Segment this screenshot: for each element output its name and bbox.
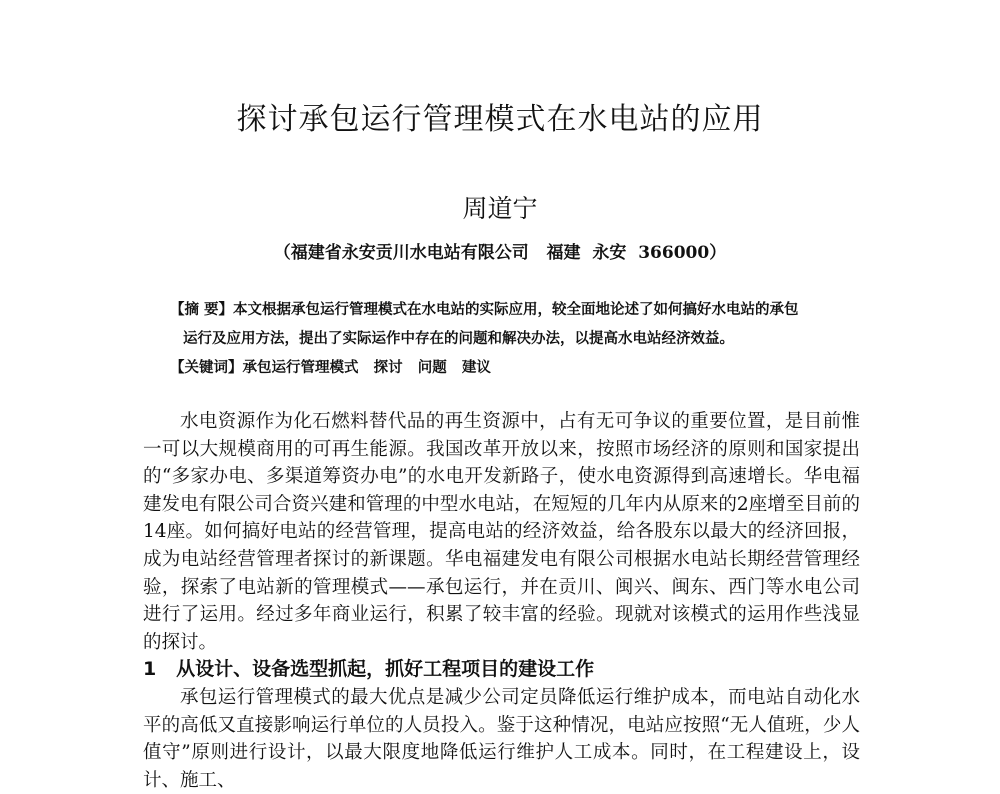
author-name: 周道宁: [462, 194, 538, 223]
abstract-line-2: 运行及应用方法，提出了实际运作中存在的问题和解决办法，以提高水电站经济效益。: [183, 330, 734, 347]
abstract-block: [170, 295, 880, 382]
section-1-paragraph: 承包运行管理模式的最大优点是减少公司定员降低运行维护成本，而电站自动化水平的高低又直接影响运行单位的人员投入。鉴于这种情况，电站应按照“无人值班，少人值守”原则进行设计，以最大限度地降低运行维护人工成本。同时，在工程建设上，设计、施工、: [143, 686, 860, 791]
abstract-line-1: 【摘 要】本文根据承包运行管理模式在水电站的实际应用，较全面地论述了如何搞好水电站的承包: [170, 301, 799, 318]
paper-title: 探讨承包运行管理模式在水电站的应用: [236, 102, 764, 137]
intro-paragraph: 水电资源作为化石燃料替代品的再生资源中，占有无可争议的重要位置，是目前惟一可以大规模商用的可再生能源。我国改革开放以来，按照市场经济的原则和国家提出的“多家办电、多渠道筹资办电”的水电开发新路子，使水电资源得到高速增长。华电福建发电有限公司合资兴建和管理的中型水电站，在短短的几年内从原来的2座增至目前的14座。如何搞好电站的经营管理，提高电站的经济效益，给各股东以最大的经济回报，成为电站经营管理者探讨的新课题。华电福建发电有限公司根据水电站长期经营管理经验，探索了电站新的管理模式——承包运行，并在贡川、闽兴、闽东、西门等水电公司进行了运用。经过多年商业运行，积累了较丰富的经验。现就对该模式的运用作些浅显的探讨。: [143, 411, 860, 653]
keywords-line: 【关键词】承包运行管理模式 探讨 问题 建议: [170, 359, 491, 376]
author-affiliation: （福建省永安贡川水电站有限公司 福建 永安 366000）: [273, 243, 727, 263]
body-text: [143, 408, 860, 794]
section-1-heading: 1 从设计、设备选型抓起，抓好工程项目的建设工作: [143, 658, 595, 681]
